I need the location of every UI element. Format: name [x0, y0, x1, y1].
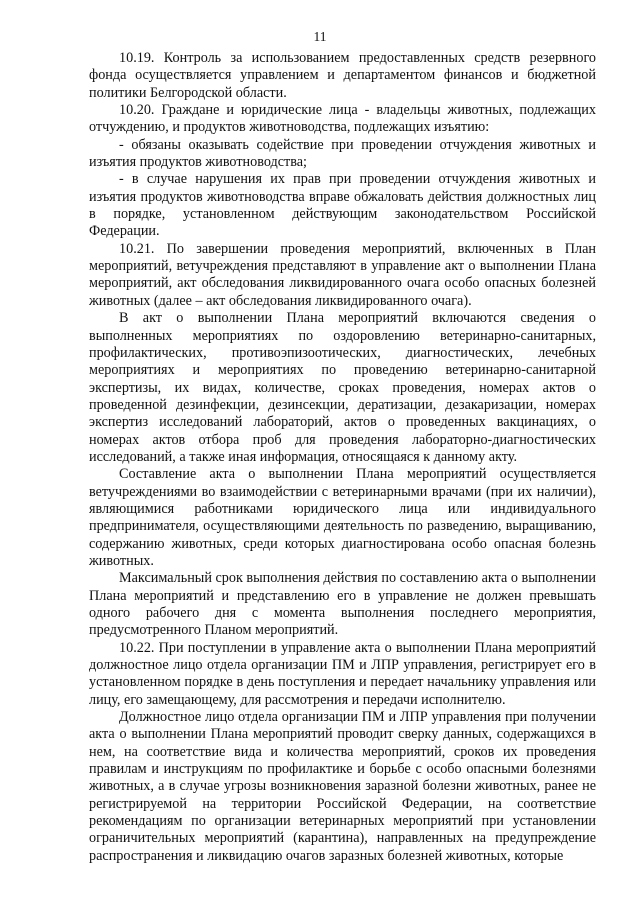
paragraph-10-21: 10.21. По завершении проведения мероприятий, включенных в План мероприятий, ветучреждения представляют в управление акт о выполнении Плана мероприятий, акт обследования ликвидированного очага особо опасных болезней животных (далее – акт обследования ликвидированного очага).	[89, 240, 596, 309]
paragraph-10-20: 10.20. Граждане и юридические лица - владельцы животных, подлежащих отчуждению, и продуктов животноводства, подлежащих изъятию:	[89, 102, 596, 136]
paragraph-10-20-item-2: - в случае нарушения их прав при проведении отчуждения животных и изъятия продуктов животноводства вправе обжаловать действия должностных лиц в порядке, установленном действующим законодательством Российской Федерации.	[89, 171, 596, 240]
paragraph-10-19: 10.19. Контроль за использованием предоставленных средств резервного фонда осуществляется управлением и департаментом финансов и бюджетной политики Белгородской области.	[89, 50, 596, 101]
paragraph-act-preparation: Составление акта о выполнении Плана мероприятий осуществляется ветучреждениями во взаимодействии с ветеринарными врачами (при их наличии), являющимися работниками юридического лица или индивидуального предпринимателя, осуществляющими деятельность по разведению, выращиванию, содержанию животных, среди которых диагностирована особо опасная болезнь животных.	[89, 466, 596, 569]
paragraph-10-22: 10.22. При поступлении в управление акта о выполнении Плана мероприятий должностное лицо отдела организации ПМ и ЛПР управления, регистрирует его в установленном порядке в день поступления и передает начальнику управления или лицу, его замещающему, для рассмотрения и передачи исполнителю.	[89, 639, 596, 708]
document-body	[89, 50, 596, 865]
paragraph-max-term: Максимальный срок выполнения действия по составлению акта о выполнении Плана мероприятий и представлению его в управление не должен превышать одного рабочего дня с момента выполнения последнего мероприятия, предусмотренного Планом мероприятий.	[89, 570, 596, 639]
paragraph-act-contents: В акт о выполнении Плана мероприятий включаются сведения о выполненных мероприятиях по оздоровлению ветеринарно-санитарных, профилактических, противоэпизоотических, диагностических, лечебных мероприятиях и мероприятиях по проведению ветеринарно-санитарной экспертизы, их видах, количестве, сроках проведения, номерах актов о проведенной дезинфекции, дезинсекции, дератизации, дезакаризации, номерах экспертиз исследований лабораторий, актов о проведенных вакцинациях, о номерах актов отбора проб для проведения лабораторно-диагностических исследований, а также иная информация, относящаяся к данному акту.	[89, 310, 596, 465]
page-number: 11	[313, 29, 327, 44]
paragraph-10-20-item-1: - обязаны оказывать содействие при проведении отчуждения животных и изъятия продуктов животноводства;	[89, 136, 596, 171]
paragraph-official-check: Должностное лицо отдела организации ПМ и ЛПР управления при получении акта о выполнении Плана мероприятий проводит сверку данных, содержащихся в нем, на соответствие вида и количества мероприятий, сроков их проведения правилам и инструкциям по профилактике и борьбе с особо опасными болезнями животных, а в случае угрозы возникновения заразной болезни животных, ранее не регистрируемой на территории Российской Федерации, на соответствие рекомендациям по организации ветеринарных мероприятий при установлении ограничительных мероприятий (карантина), направленных на предупреждение распространения и ликвидацию очагов заразных болезней животных, которые	[89, 709, 596, 864]
